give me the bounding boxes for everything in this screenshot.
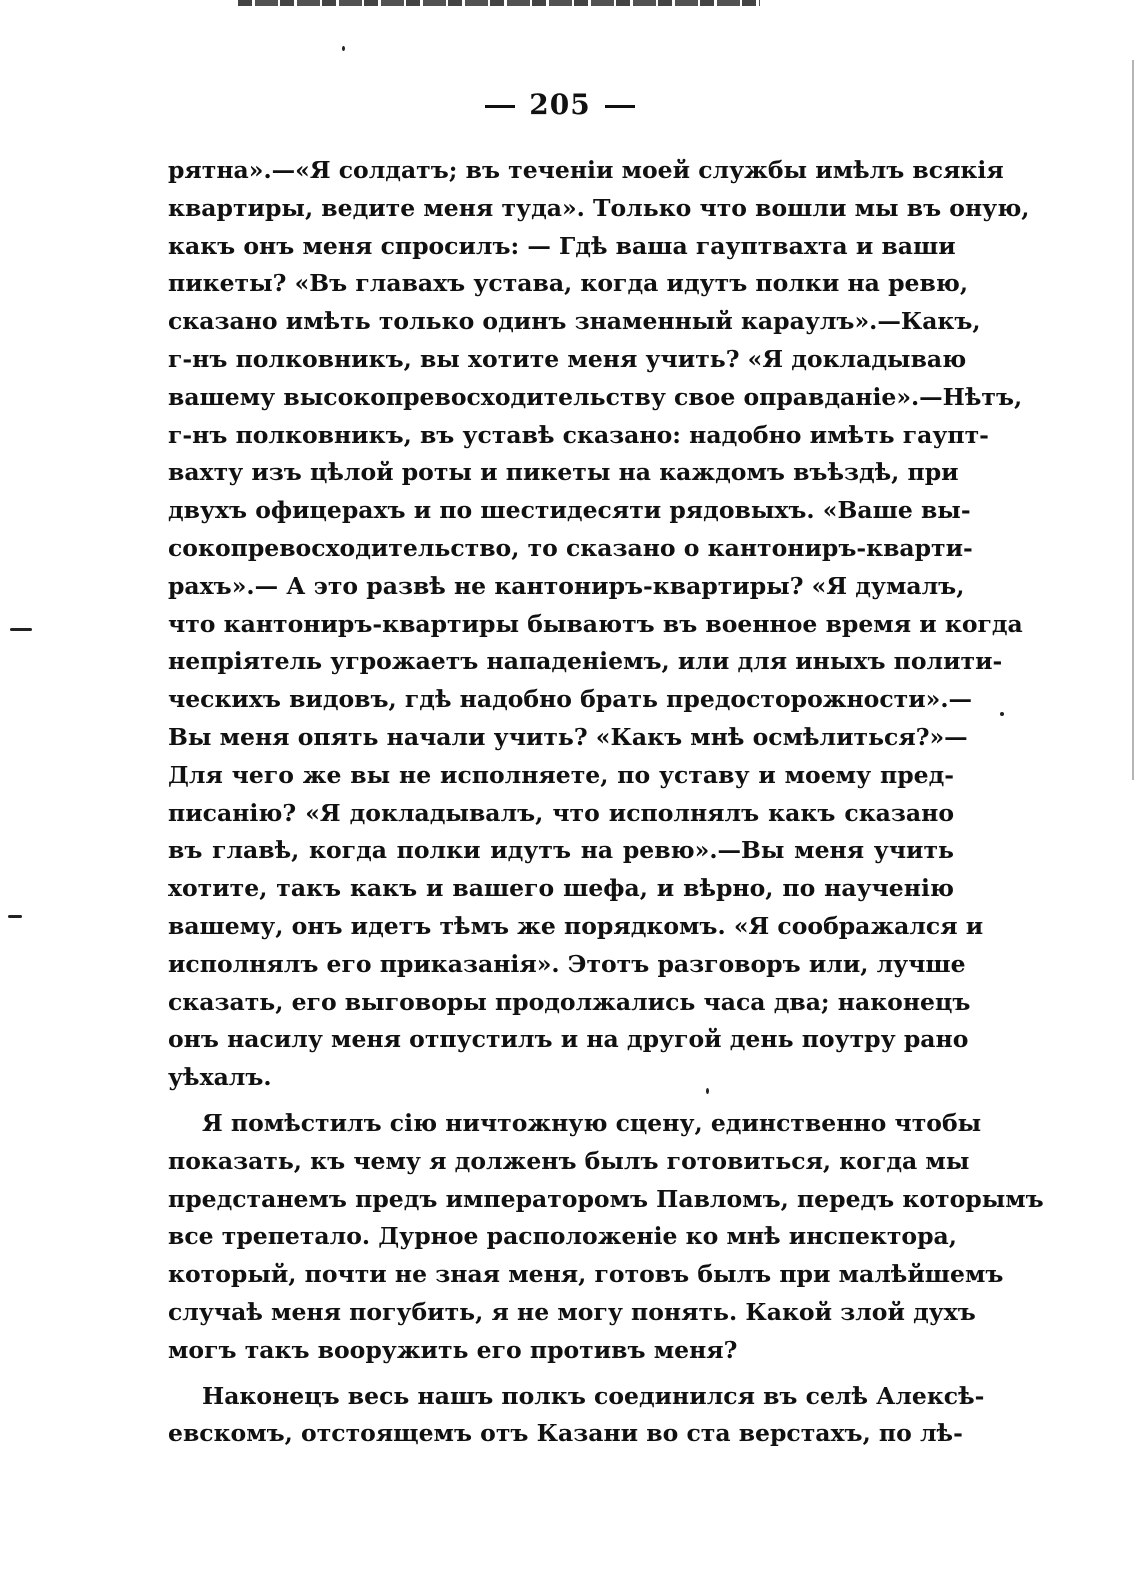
text-line: показать, къ чему я долженъ былъ готовиться, когда мы xyxy=(168,1146,970,1175)
text-line: все трепетало. Дурное расположеніе ко мнѣ инспектора, xyxy=(168,1222,957,1251)
text-line: Для чего же вы не исполняете, по уставу и моему пред- xyxy=(168,760,954,789)
text-line: предстанемъ предъ императоромъ Павломъ, передъ которымъ xyxy=(168,1184,1044,1213)
scan-speck xyxy=(8,915,22,918)
text-line: вахту изъ цѣлой роты и пикеты на каждомъ въѣздѣ, при xyxy=(168,458,959,487)
text-line: въ главѣ, когда полки идутъ на ревю».—Вы меня учить xyxy=(168,836,954,865)
dash-right xyxy=(605,105,635,108)
text-line: вашему, онъ идетъ тѣмъ же порядкомъ. «Я соображался и xyxy=(168,911,984,940)
text-line: писанію? «Я докладывалъ, что исполнялъ какъ сказано xyxy=(168,798,954,827)
scan-speck xyxy=(1000,712,1004,716)
text-line: квартиры, ведите меня туда». Только что вошли мы въ оную, xyxy=(168,193,1030,222)
text-line: хотите, такъ какъ и вашего шефа, и вѣрно, по наученію xyxy=(168,874,954,903)
scan-speck xyxy=(10,628,32,631)
paragraph xyxy=(168,1105,1044,1370)
paragraph-gap xyxy=(168,1370,954,1378)
text-line: пикеты? «Въ главахъ устава, когда идутъ полки на ревю, xyxy=(168,269,969,298)
top-page-border xyxy=(238,0,760,6)
paragraph xyxy=(168,1378,985,1454)
text-line: сказать, его выговоры продолжались часа два; наконецъ xyxy=(168,987,971,1016)
text-line: г-нъ полковникъ, въ уставѣ сказано: надобно имѣть гаупт- xyxy=(168,420,989,449)
text-line: уѣхалъ. xyxy=(168,1063,272,1092)
text-line: непріятель угрожаетъ нападеніемъ, или для иныхъ полити- xyxy=(168,647,1003,676)
text-line: ческихъ видовъ, гдѣ надобно брать предосторожности».— xyxy=(168,685,973,714)
text-line: Вы меня опять начали учить? «Какъ мнѣ осмѣлиться?»— xyxy=(168,722,968,751)
text-line: исполнялъ его приказанія». Этотъ разговоръ или, лучше xyxy=(168,949,966,978)
dash-left xyxy=(485,105,515,108)
text-line: двухъ офицерахъ и по шестидесяти рядовыхъ. «Ваше вы- xyxy=(168,496,971,525)
text-line: могъ такъ вооружить его противъ меня? xyxy=(168,1335,738,1364)
text-line: Наконецъ весь нашъ полкъ соединился въ селѣ Алексѣ- xyxy=(202,1381,985,1410)
text-line: что кантониръ-квартиры бываютъ въ военное время и когда xyxy=(168,609,1023,638)
page-edge-shadow xyxy=(1132,60,1134,780)
text-line: онъ насилу меня отпустилъ и на другой день поутру рано xyxy=(168,1025,969,1054)
text-line: сокопревосходительство, то сказано о кантониръ-кварти- xyxy=(168,533,973,562)
text-line: евскомъ, отстоящемъ отъ Казани во ста верстахъ, по лѣ- xyxy=(168,1419,963,1448)
page-number-text: 205 xyxy=(529,88,591,121)
paragraph-gap xyxy=(168,1097,954,1105)
body-text xyxy=(168,152,1044,1453)
text-line: случаѣ меня погубить, я не могу понять. Какой злой духъ xyxy=(168,1297,976,1326)
text-line: вашему высокопревосходительству свое оправданіе».—Нѣтъ, xyxy=(168,382,1023,411)
text-line: рятна».—«Я солдатъ; въ теченіи моей службы имѣлъ всякія xyxy=(168,156,1004,184)
text-line: г-нъ полковникъ, вы хотите меня учить? «Я докладываю xyxy=(168,344,967,373)
text-line: сказано имѣть только одинъ знаменный караулъ».—Какъ, xyxy=(168,307,981,336)
page-number xyxy=(0,88,1120,121)
text-line: какъ онъ меня спросилъ: — Гдѣ ваша гауптвахта и ваши xyxy=(168,231,956,260)
text-line: Я помѣстилъ сію ничтожную сцену, единственно чтобы xyxy=(202,1108,982,1137)
text-line: который, почти не зная меня, готовъ былъ при малѣйшемъ xyxy=(168,1260,1004,1289)
paragraph xyxy=(168,152,1030,1097)
text-line: рахъ».— А это развѣ не кантониръ-квартиры? «Я думалъ, xyxy=(168,571,965,600)
scan-speck xyxy=(342,46,345,51)
